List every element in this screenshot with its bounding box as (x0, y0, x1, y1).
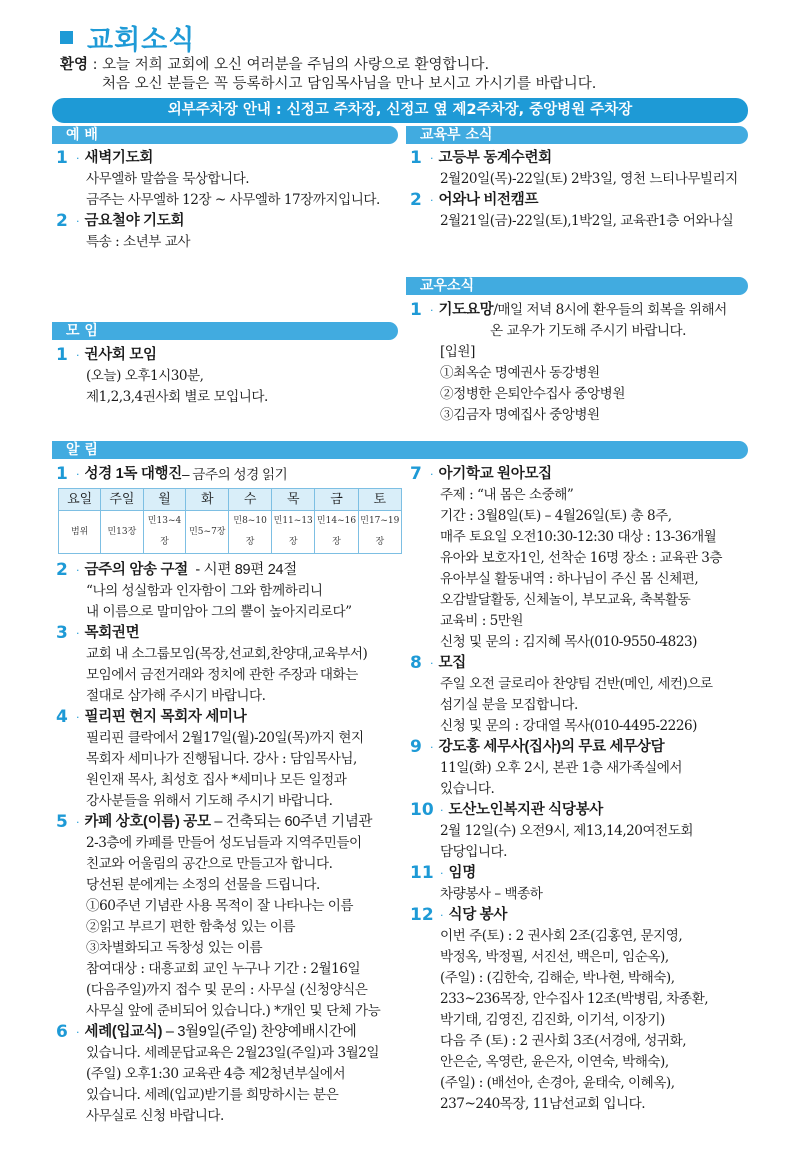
item-title: 아기학교 원아모집 (438, 466, 552, 482)
item-number: 1 (410, 148, 422, 168)
item-line: 사무실 앞에 준비되어 있습니다.) *개인 및 단체 가능 (86, 1003, 381, 1019)
members-header: 교우소식 (406, 277, 748, 295)
item-line: 주제 : “내 몸은 소중해” (440, 487, 574, 503)
item-number: 2 (56, 560, 68, 580)
members-section (410, 300, 748, 426)
item-line: 담당입니다. (440, 844, 507, 860)
item-title: 금주의 암송 구절 (84, 562, 188, 578)
item-number: 1 (56, 464, 68, 484)
bullet-dot: · (76, 816, 80, 829)
item-title: 강도홍 세무사(집사)의 무료 세무상담 (438, 739, 665, 755)
notices-right (410, 464, 750, 1115)
bullet-dot: · (440, 804, 444, 817)
item-line: 주일 오전 글로리아 찬양팀 건반(메인, 세컨)으로 (440, 676, 713, 692)
item-number: 10 (410, 800, 434, 820)
item-title: 새벽기도회 (84, 150, 154, 166)
table-cell: 민13~4장 (143, 511, 186, 554)
item-line: 목회자 세미나가 진행됩니다. 강사 : 담임목사님, (86, 751, 357, 767)
item-number: 8 (410, 653, 422, 673)
item-line: 참여대상 : 대흥교회 교인 누구나 기간 : 2월16일 (86, 961, 361, 977)
table-cell: 수 (229, 489, 272, 511)
list-item (410, 800, 750, 821)
list-item (56, 707, 402, 728)
item-line: 교육비 : 5만원 (440, 613, 524, 629)
list-item: 2 · 어와나 비전캠프 (410, 190, 539, 210)
page-title (60, 18, 195, 57)
item-line: 사무실로 신청 바랍니다. (86, 1108, 224, 1124)
item-line: 박정옥, 박정필, 서진선, 백은미, 임순옥), (440, 949, 669, 965)
notices-left-items (56, 560, 402, 1127)
welcome-line-2: 처음 오신 분들은 꼭 등록하시고 담임목사님을 만나 보시고 가시기를 바랍니다. (102, 76, 597, 92)
item-title: 세례(입교식) (84, 1024, 163, 1040)
table-cell: 민5~7장 (186, 511, 229, 554)
item-line: (주일) 오후1:30 교육관 4층 제2청년부실에서 (86, 1066, 346, 1082)
education-section (410, 148, 748, 232)
table-row (59, 511, 402, 554)
notices-header: 알 림 (52, 441, 748, 459)
table-cell: 민11~13장 (272, 511, 315, 554)
table-cell: 금 (315, 489, 358, 511)
item-line: 사무엘하 말씀을 묵상합니다. (86, 171, 250, 187)
table-cell: 요일 (59, 489, 101, 511)
item-title: 임명 (448, 865, 476, 881)
item-number: 7 (410, 464, 422, 484)
item-line: ①60주년 기념관 사용 목적이 잘 나타나는 이름 (86, 898, 354, 914)
item-line: /매일 저녁 8시에 환우들의 회복을 위해서 (493, 302, 727, 318)
list-item (56, 560, 402, 581)
list-item: 1 · 새벽기도회 (56, 148, 154, 168)
item-line: 2월 12일(수) 오전9시, 제13,14,20여전도회 (440, 823, 693, 839)
item-line: 2월20일(목)-22일(토) 2박3일, 영천 느티나무빌리지 (440, 171, 738, 187)
item-line: 유아와 보호자1인, 선착순 16명 장소 : 교육관 3층 (440, 550, 722, 566)
bible-reading-table (58, 488, 402, 554)
item-title: 기도요망 (438, 302, 494, 318)
meeting-section (56, 345, 396, 408)
list-item (56, 812, 402, 833)
bullet-dot: · (76, 627, 80, 640)
item-number: 2 (56, 211, 68, 231)
item-line: 원인재 목사, 최성호 집사 *세미나 모든 일정과 (86, 772, 347, 788)
item-line: 있습니다. 세례(입교)받기를 희망하시는 분은 (86, 1087, 339, 1103)
item-line: 교회 내 소그룹모임(목장,선교회,찬양대,교육부서) (86, 646, 368, 662)
list-item (410, 737, 750, 758)
item-number: 12 (410, 905, 434, 925)
list-item: 1 · 고등부 동계수련회 (410, 148, 552, 168)
welcome-label: 환영 (60, 57, 89, 73)
item-line: 내 이름으로 말미암아 그의 뿔이 높아지리로다” (86, 604, 352, 620)
worship-header: 예 배 (52, 126, 398, 144)
item-line: 다음 주 (토) : 2 권사회 3조(서경애, 성귀화, (440, 1033, 687, 1049)
item-number: 1 (410, 300, 422, 320)
item-line: “나의 성실함과 인자함이 그와 함께하리니 (86, 583, 323, 599)
item-line: 특송 : 소년부 교사 (86, 234, 190, 250)
table-cell: 민14~16장 (315, 511, 358, 554)
hospital-item: ③김금자 명예집사 중앙병원 (440, 407, 600, 423)
item-line: 이번 주(토) : 2 권사회 2조(김홍연, 문지영, (440, 928, 683, 944)
item-line: 당선된 분에게는 소정의 선물을 드립니다. (86, 877, 320, 893)
table-cell: 토 (358, 489, 401, 511)
item-number: 1 (56, 345, 68, 365)
item-line: 237~240목장, 11남선교회 입니다. (440, 1096, 646, 1112)
list-item (56, 623, 402, 644)
bullet-dot: · (430, 468, 434, 481)
table-cell: 화 (186, 489, 229, 511)
title-square-icon (60, 31, 73, 44)
item-line: (오늘) 오후1시30분, (86, 368, 204, 384)
hospital-subheading: [입원] (440, 344, 475, 360)
item-line: 11일(화) 오후 2시, 본관 1층 새가족실에서 (440, 760, 682, 776)
hospital-item: ②정병한 은퇴안수집사 중앙병원 (440, 386, 625, 402)
item-line: 필리핀 클락에서 2월17일(월)-20일(목)까지 현지 (86, 730, 364, 746)
item-number: 3 (56, 623, 68, 643)
item-subtitle: – 건축되는 60주년 기념관 (210, 814, 373, 830)
item-line: 박기태, 김영진, 김진화, 이기석, 이장기) (440, 1012, 665, 1028)
list-item: 1 · 기도요망 /매일 저녁 8시에 환우들의 회복을 위해서 (410, 300, 727, 320)
table-cell: 민8~10장 (229, 511, 272, 554)
item-title: 카페 상호(이름) 공모 (84, 814, 211, 830)
item-number: 1 (56, 148, 68, 168)
welcome-line-1: : 오늘 저희 교회에 오신 여러분을 주님의 사랑으로 환영합니다. (88, 57, 490, 73)
item-title: 고등부 동계수련회 (438, 150, 552, 166)
item-line: 신청 및 문의 : 강대열 목사(010-4495-2226) (440, 718, 697, 734)
item-title: 목회권면 (84, 625, 140, 641)
bullet-dot: · (440, 909, 444, 922)
parking-banner: 외부주차장 안내 : 신정고 주차장, 신정고 옆 제2주차장, 중앙병원 주차장 (52, 98, 748, 123)
table-cell: 민13장 (101, 511, 143, 554)
notices-right-items (410, 464, 750, 1115)
item-title: 도산노인복지관 식당봉사 (448, 802, 604, 818)
item-line: 제1,2,3,4권사회 별로 모입니다. (86, 389, 268, 405)
list-item: 1 · 권사회 모임 (56, 345, 157, 365)
list-item (410, 863, 750, 884)
item-title: 성경 1독 대행진 (84, 466, 182, 482)
item-line: 금주는 사무엘하 12장 ~ 사무엘하 17장까지입니다. (86, 192, 380, 208)
meeting-header: 모 임 (52, 322, 398, 340)
item-line: 온 교우가 기도해 주시기 바랍니다. (490, 323, 686, 339)
item-title: 필리핀 현지 목회자 세미나 (84, 709, 247, 725)
item-number: 2 (410, 190, 422, 210)
item-line: 2월21일(금)-22일(토),1박2일, 교육관1층 어와나실 (440, 213, 734, 229)
item-line: 강사분들을 위해서 기도해 주시기 바랍니다. (86, 793, 333, 809)
item-line: 매주 토요일 오전10:30-12:30 대상 : 13-36개월 (440, 529, 717, 545)
item-line: 있습니다. (440, 781, 495, 797)
item-title: 금요철야 기도회 (84, 213, 185, 229)
item-line: 친교와 어울림의 공간으로 만들고자 합니다. (86, 856, 333, 872)
item-line: (다음주일)까지 접수 및 문의 : 사무실 (신청양식은 (86, 982, 368, 998)
item-line: (주일) : (김한숙, 김해순, 박나현, 박해숙), (440, 970, 675, 986)
item-line: 신청 및 문의 : 김지혜 목사(010-9550-4823) (440, 634, 697, 650)
item-number: 4 (56, 707, 68, 727)
item-title: 식당 봉사 (448, 907, 508, 923)
item-line: 유아부실 활동내역 : 하나님이 주신 몸 신체편, (440, 571, 699, 587)
item-title: 권사회 모임 (84, 347, 157, 363)
page-title-text: 교회소식 (87, 25, 196, 56)
item-line: 안은순, 옥영란, 윤은자, 이연숙, 박해숙), (440, 1054, 669, 1070)
item-line: 모임에서 금전거래와 정치에 관한 주장과 대화는 (86, 667, 358, 683)
table-cell: 주일 (101, 489, 143, 511)
item-line: (주일) : (배선아, 손경아, 윤태숙, 이혜옥), (440, 1075, 675, 1091)
bullet-dot: · (430, 657, 434, 670)
item-line: 섬기실 분을 모집합니다. (440, 697, 578, 713)
bullet-dot: · (76, 564, 80, 577)
item-subtitle: – 3월9일(주일) 찬양예배시간에 (162, 1024, 357, 1040)
table-cell: 범위 (59, 511, 101, 554)
item-line: ②읽고 부르기 편한 함축성 있는 이름 (86, 919, 296, 935)
bullet-dot: · (76, 1026, 80, 1039)
item-number: 11 (410, 863, 434, 883)
list-item (410, 653, 750, 674)
item-line: 기간 : 3월8일(토) – 4월26일(토) 총 8주, (440, 508, 672, 524)
bullet-dot: · (440, 867, 444, 880)
worship-section (56, 148, 396, 253)
table-cell: 월 (143, 489, 186, 511)
education-header: 교육부 소식 (406, 126, 748, 144)
item-title: 모집 (438, 655, 466, 671)
item-subtitle: – 금주의 성경 읽기 (181, 467, 288, 482)
list-item (410, 905, 750, 926)
bullet-dot: · (76, 711, 80, 724)
item-line: 오감발달활동, 신체놀이, 부모교육, 축복활동 (440, 592, 691, 608)
item-line: 차량봉사 – 백종하 (440, 886, 543, 902)
list-item (410, 464, 750, 485)
item-line: 절대로 삼가해 주시기 바랍니다. (86, 688, 266, 704)
item-number: 5 (56, 812, 68, 832)
table-cell: 목 (272, 489, 315, 511)
welcome-message (60, 56, 596, 94)
hospital-item: ①최옥순 명예권사 동강병원 (440, 365, 600, 381)
notices-left (56, 464, 402, 1127)
item-title: 어와나 비전캠프 (438, 192, 539, 208)
list-item (56, 1022, 402, 1043)
item-subtitle: - 시편 89편 24절 (187, 562, 297, 578)
item-line: 2-3층에 카페를 만들어 성도님들과 지역주민들이 (86, 835, 362, 851)
list-item: 1 · 성경 1독 대행진 – 금주의 성경 읽기 (56, 464, 288, 484)
bullet-dot: · (430, 741, 434, 754)
item-number: 9 (410, 737, 422, 757)
list-item: 2 · 금요철야 기도회 (56, 211, 185, 231)
table-row (59, 489, 402, 511)
table-cell: 민17~19장 (358, 511, 401, 554)
item-line: ③차별화되고 독창성 있는 이름 (86, 940, 263, 956)
item-line: 있습니다. 세례문답교육은 2월23일(주일)과 3월2일 (86, 1045, 380, 1061)
item-number: 6 (56, 1022, 68, 1042)
item-line: 233~236목장, 안수집사 12조(박병림, 차종환, (440, 991, 709, 1007)
